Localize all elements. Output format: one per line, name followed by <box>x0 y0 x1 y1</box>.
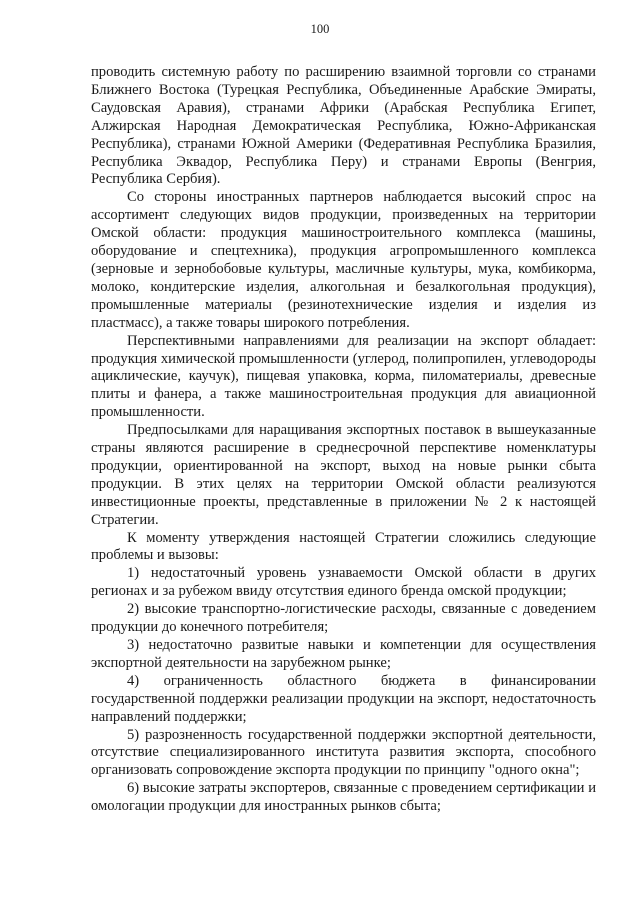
list-item-problem-3: 3) недостаточно развитые навыки и компетенции для осуществления экспортной деятельности на зарубежном рынке; <box>91 637 596 671</box>
list-item-problem-5: 5) разрозненность государственной поддержки экспортной деятельности, отсутствие специализированного института развития экспорта, способного организовать сопровождение экспорта продукции по принципу "одного окна"; <box>91 726 596 779</box>
list-item-problem-6: 6) высокие затраты экспортеров, связанные с проведением сертификации и омологации продукции для иностранных рынков сбыта; <box>91 780 596 815</box>
paragraph-export-directions: Перспективными направлениями для реализации на экспорт обладает: продукция химической промышленности (углерод, полипропилен, углеводороды ациклические, каучук), пищевая упаковка, корма, пиломатериалы, древесные плиты и фанера, а также машиностроительная продукция для авиационной промышленности. <box>91 332 596 421</box>
list-item-problem-4: 4) ограниченность областного бюджета в финансировании государственной поддержки реализации продукции на экспорт, недостаточность направлений поддержки; <box>91 672 596 725</box>
list-item-problem-1: 1) недостаточный уровень узнаваемости Омской области в других регионах и за рубежом ввиду отсутствия единого бренда омской продукции; <box>91 565 596 600</box>
page-number: 100 <box>310 22 330 36</box>
document-body <box>91 64 596 816</box>
paragraph-problems-intro: К моменту утверждения настоящей Стратегии сложились следующие проблемы и вызовы: <box>91 529 596 564</box>
paragraph-trade-partners: проводить системную работу по расширению взаимной торговли со странами Ближнего Востока (Турецкая Республика, Объединенные Арабские Эмираты, Саудовская Аравия), странами Африки (Арабская Республика Египет, Алжирская Народная Демократическая Республика, Южно-Африканская Республика), странами Южной Америки (Федеративная Республика Бразилия, Республика Эквадор, Республика Перу) и странами Европы (Венгрия, Республика Сербия). <box>91 64 596 188</box>
paragraph-prerequisites: Предпосылками для наращивания экспортных поставок в вышеуказанные страны являются расширение в среднесрочной перспективе номенклатуры продукции, ориентированной на экспорт, выход на новые рынки сбыта продукции. В этих целях на территории Омской области реализуются инвестиционные проекты, представленные в приложении № 2 к настоящей Стратегии. <box>91 422 596 528</box>
paragraph-foreign-demand: Со стороны иностранных партнеров наблюдается высокий спрос на ассортимент следующих видов продукции, произведенных на территории Омской области: продукция машиностроительного комплекса (машины, оборудование и спецтехника), продукция агропромышленного комплекса (зерновые и зернобобовые культуры, масличные культуры, мука, комбикорма, молоко, кондитерские изделия, алкогольная и безалкогольная продукция), промышленные материалы (резинотехнические изделия и изделия из пластмасс), а также товары широкого потребления. <box>91 189 596 331</box>
list-item-problem-2: 2) высокие транспортно-логистические расходы, связанные с доведением продукции до конечного потребителя; <box>91 601 596 636</box>
